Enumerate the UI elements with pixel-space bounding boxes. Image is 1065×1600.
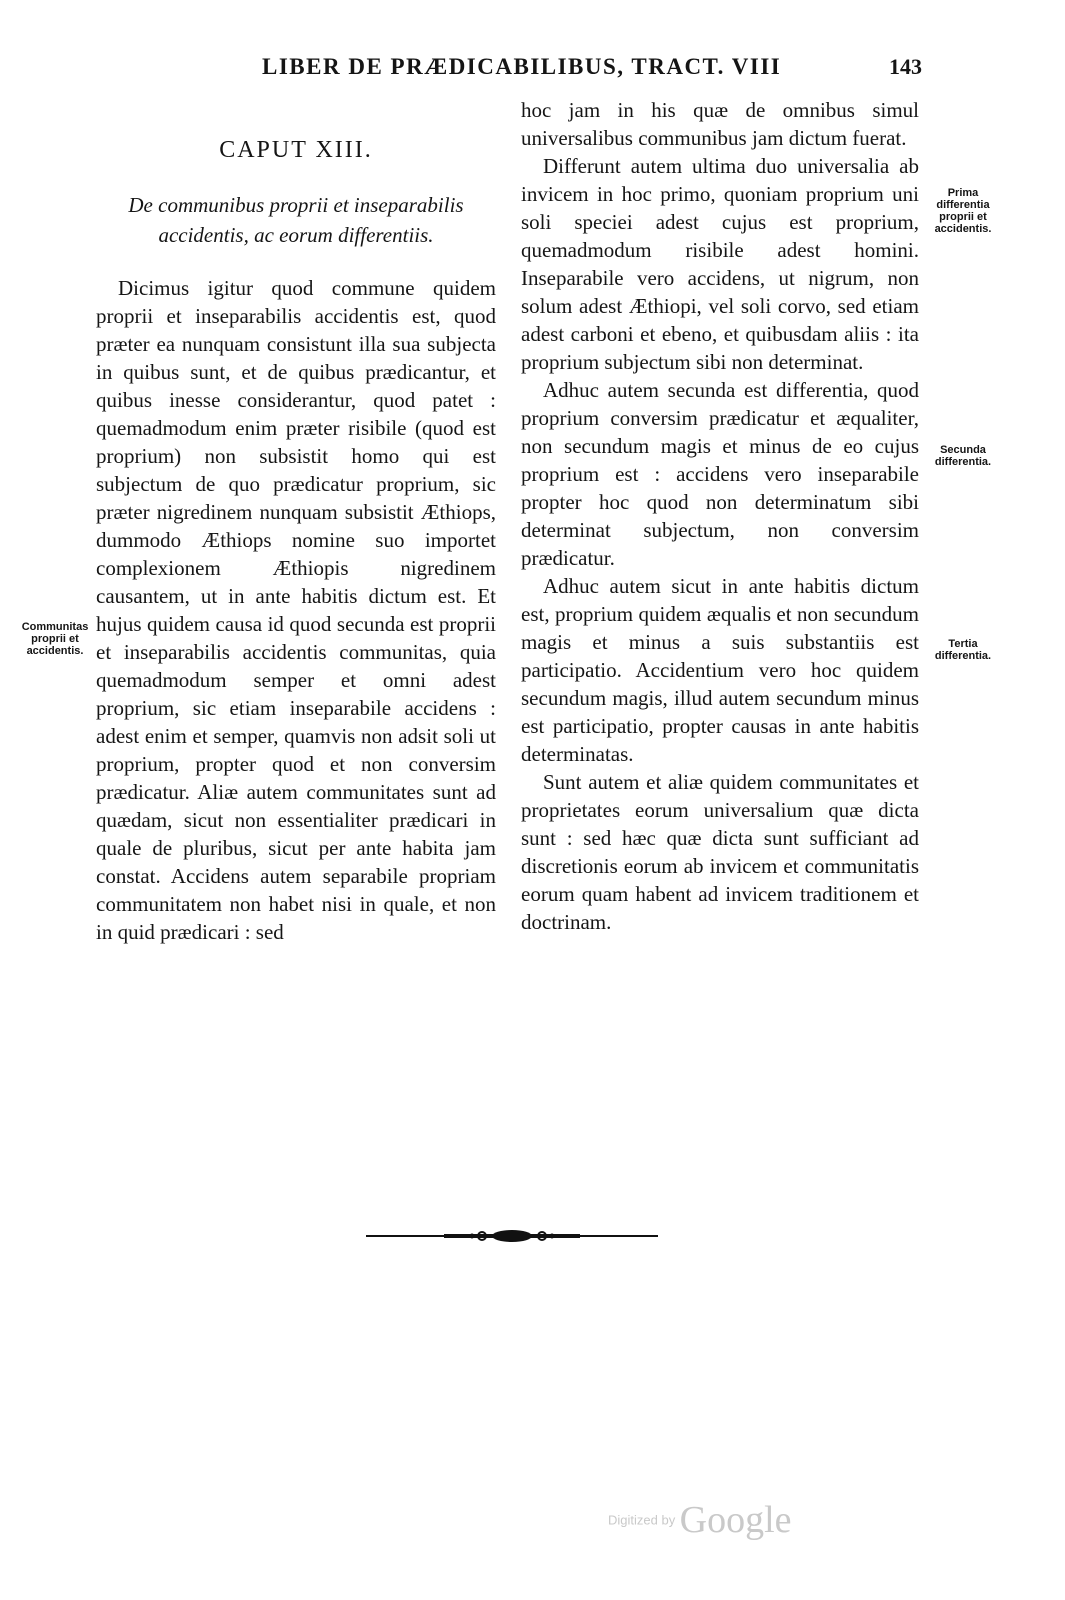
page-number: 143: [889, 54, 922, 79]
paragraph: Adhuc autem sicut in ante habitis dictum est, proprium quidem æqualis et non secundum magis et minus a suis substantiis est participatio. Accidentium vero hoc quidem secundum magis, illud autem secundum minus est participatio, propter causas in ante habitis determinatas.: [521, 574, 919, 766]
left-column: [96, 100, 496, 946]
chapter-title: CAPUT XIII.: [219, 137, 373, 163]
chapter-subtitle: De communibus proprii et inseparabilis accidentis, ac eorum differentiis.: [128, 193, 464, 247]
google-logo: Google: [679, 1499, 792, 1541]
paragraph: Sunt autem et aliæ quidem communitates et proprietates eorum universalium quæ dicta sunt : sed hæc quæ dicta sunt sufficiant ad discretionis eorum ab invicem et communitatis eorum quam habent ad invicem traditionem et doctrinam.: [521, 770, 919, 934]
ornament-divider-icon: [364, 1226, 660, 1246]
digitized-watermark: [608, 1498, 792, 1542]
running-title: LIBER DE PRÆDICABILIBUS, TRACT. VIII: [262, 54, 782, 79]
right-column: [521, 96, 919, 936]
paragraph: Adhuc autem secunda est differentia, quod proprium conversim prædicatur et æqualiter, non secundum magis et minus de eo cujus proprium est : accidens vero inseparabile propter hoc quod non determinatum sibi determinat subjectum, non conversim prædicatur.: [521, 378, 919, 570]
marginal-note-secunda-differentia: Secunda differentia.: [934, 444, 992, 468]
paragraph: Dicimus igitur quod commune quidem proprii et inseparabilis accidentis est, quod præter ea nunquam consistunt illa sua subjecta in quibus sunt, et de quibus prædicantur, et quibus inesse considerantur, quod patet : quemadmodum enim præter risibile (quod est proprium) non subsistit homo qui est subjectum de quo prædicatur proprium, sic præter nigredinem nunquam subsistit Æthiops, dummodo Æthiops nomine suo importet complexionem Æthiopis nigredinem causantem, ut in ante habitis dictum est. Et hujus quidem causa id quod secunda est proprii et inseparabilis accidentis communitas, quia quemadmodum semper et omni adest proprium, sic etiam inseparabile accidens : adest enim et semper, quamvis non adsit soli ut proprium, propter quod et non conversim prædicatur. Aliæ autem communitates sunt ad quædam, sicut non essentialiter prædicari in quale de pluribus, sicut per ante habita jam constat. Accidens autem separabile propriam communitatem non habet nisi in quale, et non in quid prædicari : sed: [96, 276, 496, 944]
watermark-prefix: Digitized by: [608, 1512, 676, 1528]
paragraph: Differunt autem ultima duo universalia ab invicem in hoc primo, quoniam proprium uni soli speciei adest cujus est proprium, quemadmodum risibile adest homini. Inseparabile vero accidens, ut nigrum, non solum adest Æthiopi, vel soli corvo, sed etiam adest carboni et ebeno, et quibusdam aliis : ita proprium subjectum sibi non determinat.: [521, 154, 919, 374]
paragraph: hoc jam in his quæ de omnibus simul universalibus communibus jam dictum fuerat.: [521, 98, 919, 150]
marginal-note-tertia-differentia: Tertia differentia.: [934, 638, 992, 662]
marginal-note-prima-differentia: Prima differentia proprii et accidentis.: [934, 187, 992, 235]
marginal-note-communitas: Communitas proprii et accidentis.: [21, 621, 89, 657]
page-header: [262, 54, 922, 88]
